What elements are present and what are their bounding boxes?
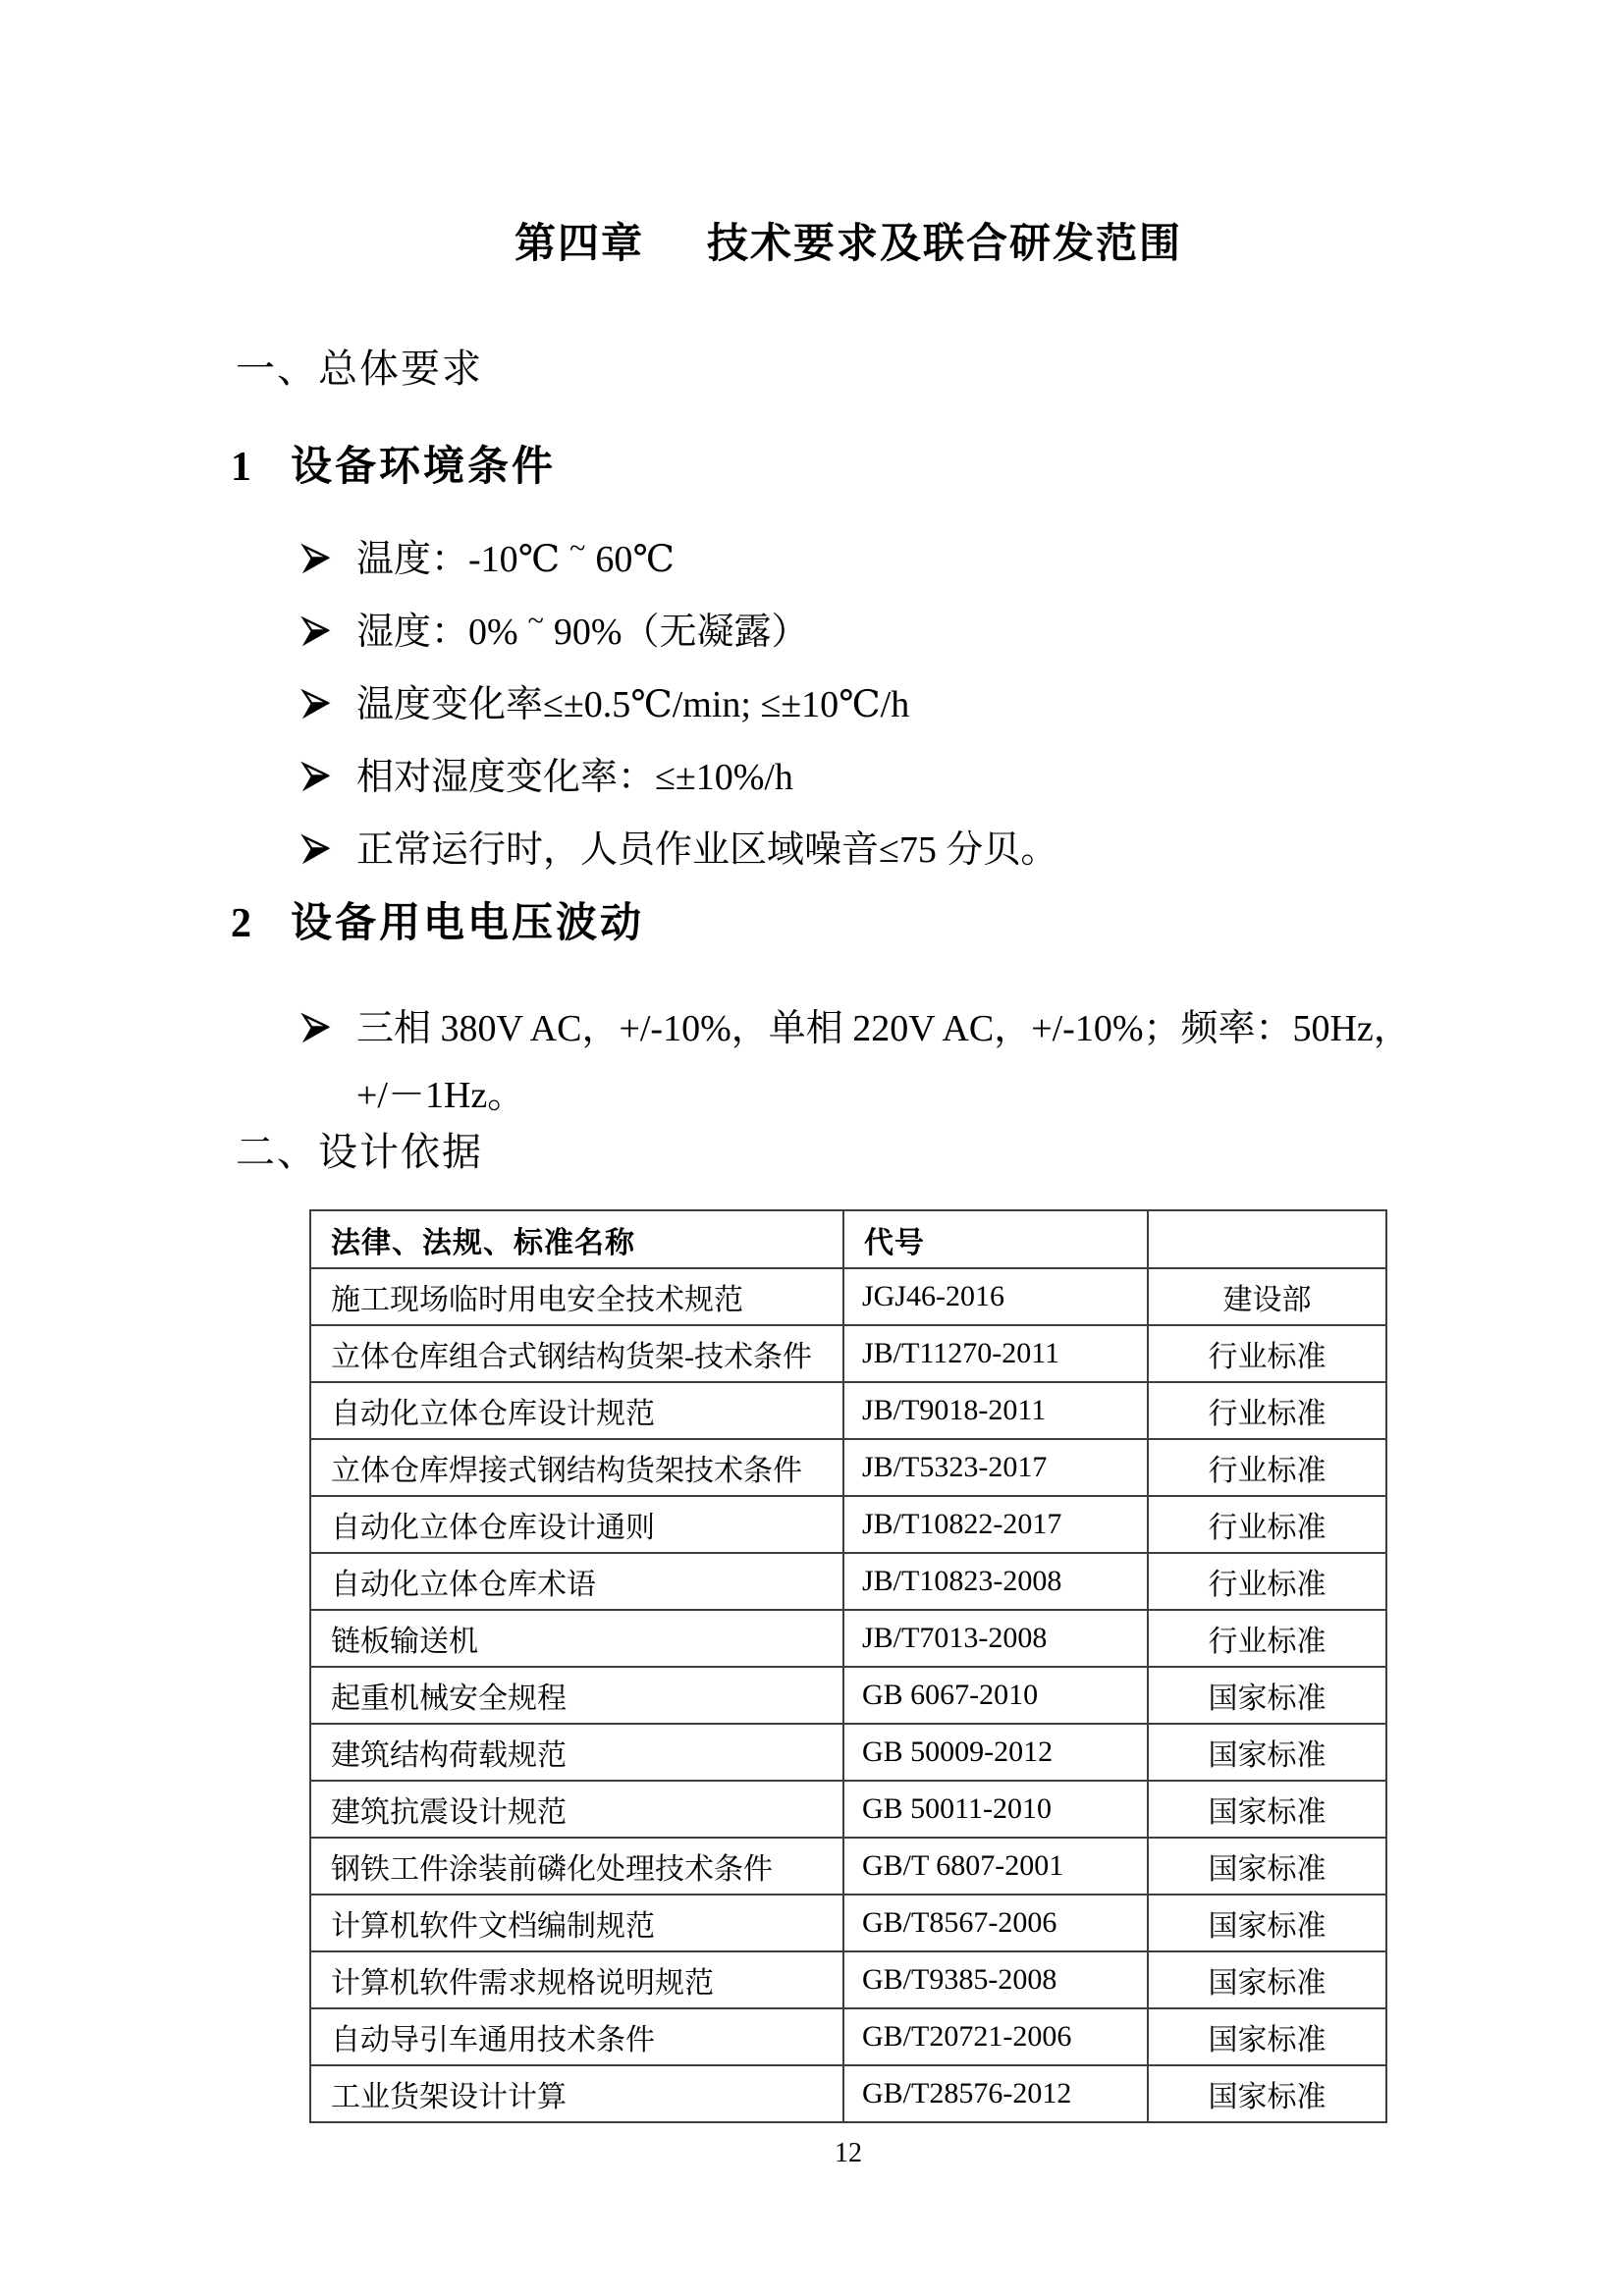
- table-row: [310, 1610, 1386, 1667]
- cell-category: 国家标准: [1148, 2065, 1386, 2122]
- section-heading-design: 二、设计依据: [236, 1130, 483, 1174]
- subsection-heading-environment: [231, 447, 556, 488]
- env-bullet-list: [299, 532, 1058, 901]
- table-row: [310, 1268, 1386, 1325]
- cell-standard-name: 自动化立体仓库设计通则: [310, 1496, 843, 1553]
- cell-category: 国家标准: [1148, 2008, 1386, 2065]
- subsection-heading-power: [231, 903, 644, 944]
- table-row: [310, 1951, 1386, 2008]
- bullet-text-segment: 90%（无凝露）: [553, 612, 809, 653]
- table-row: [310, 1895, 1386, 1951]
- table-row: [310, 1496, 1386, 1553]
- header-standard-name: 法律、法规、标准名称: [310, 1210, 843, 1268]
- tilde-range-mark: ~: [569, 532, 586, 564]
- table-row: [310, 2008, 1386, 2065]
- power-bullet-line: +/－1Hz。: [356, 1075, 525, 1116]
- table-row: [310, 1667, 1386, 1724]
- cell-category: 行业标准: [1148, 1439, 1386, 1496]
- power-bullet-line: 三相 380V AC，+/-10%，单相 220V AC，+/-10%；频率：50Hz，: [356, 1008, 1411, 1049]
- bullet-arrow-icon: [299, 1012, 333, 1043]
- bullet-item: [299, 605, 1057, 683]
- cell-code: JB/T7013-2008: [843, 1610, 1148, 1667]
- cell-standard-name: 钢铁工件涂装前磷化处理技术条件: [310, 1838, 843, 1895]
- bullet-text: [356, 605, 809, 657]
- cell-category: 行业标准: [1148, 1610, 1386, 1667]
- cell-category: 行业标准: [1148, 1325, 1386, 1382]
- tilde-range-mark: ~: [527, 605, 544, 637]
- chapter-name: 技术要求及联合研发范围: [707, 222, 1183, 267]
- cell-code: GB/T8567-2006: [843, 1895, 1148, 1951]
- cell-code: JB/T5323-2017: [843, 1439, 1148, 1496]
- bullet-arrow-icon: [299, 761, 333, 792]
- cell-code: JB/T10822-2017: [843, 1496, 1148, 1553]
- table-row: [310, 1724, 1386, 1781]
- cell-standard-name: 建筑抗震设计规范: [310, 1781, 843, 1838]
- bullet-arrow-icon: [299, 615, 333, 647]
- header-blank: [1148, 1210, 1386, 1268]
- bullet-item: [299, 828, 1057, 901]
- bullet-text: [356, 532, 675, 584]
- bullet-item: [299, 532, 1057, 611]
- bullet-text: [356, 756, 793, 799]
- chapter-title: [73, 224, 1624, 265]
- cell-code: GB/T28576-2012: [843, 2065, 1148, 2122]
- cell-standard-name: 计算机软件文档编制规范: [310, 1895, 843, 1951]
- cell-standard-name: 自动化立体仓库术语: [310, 1553, 843, 1610]
- cell-code: JB/T11270-2011: [843, 1325, 1148, 1382]
- cell-code: GB 50009-2012: [843, 1724, 1148, 1781]
- table-row: [310, 1439, 1386, 1496]
- table-row: [310, 1781, 1386, 1838]
- cell-code: JB/T9018-2011: [843, 1382, 1148, 1439]
- bullet-item: [299, 683, 1057, 756]
- cell-standard-name: 立体仓库焊接式钢结构货架技术条件: [310, 1439, 843, 1496]
- cell-category: 国家标准: [1148, 1724, 1386, 1781]
- cell-standard-name: 工业货架设计计算: [310, 2065, 843, 2122]
- bullet-text: [356, 828, 1057, 872]
- cell-category: 行业标准: [1148, 1496, 1386, 1553]
- cell-standard-name: 施工现场临时用电安全技术规范: [310, 1268, 843, 1325]
- bullet-text-segment: 相对湿度变化率：≤±10%/h: [356, 757, 793, 798]
- standards-table: [309, 1209, 1387, 2123]
- cell-standard-name: 起重机械安全规程: [310, 1667, 843, 1724]
- bullet-arrow-icon: [299, 688, 333, 720]
- page-number: 12: [835, 2138, 862, 2168]
- cell-code: GB/T9385-2008: [843, 1951, 1148, 2008]
- cell-standard-name: 自动化立体仓库设计规范: [310, 1382, 843, 1439]
- standards-table-body: [310, 1268, 1386, 2122]
- table-row: [310, 1382, 1386, 1439]
- bullet-item: [299, 756, 1057, 828]
- bullet-text: [356, 683, 909, 726]
- table-row: [310, 2065, 1386, 2122]
- cell-standard-name: 立体仓库组合式钢结构货架-技术条件: [310, 1325, 843, 1382]
- cell-category: 建设部: [1148, 1268, 1386, 1325]
- table-row: [310, 1325, 1386, 1382]
- power-bullet: [299, 995, 1411, 1129]
- cell-category: 行业标准: [1148, 1553, 1386, 1610]
- section-heading-overall: 一、总体要求: [236, 347, 483, 391]
- chapter-number: 第四章: [514, 222, 644, 267]
- bullet-arrow-icon: [299, 543, 333, 574]
- bullet-text-segment: 温度变化率≤±0.5℃/min; ≤±10℃/h: [356, 684, 910, 725]
- table-header-row: [310, 1210, 1386, 1268]
- cell-code: JB/T10823-2008: [843, 1553, 1148, 1610]
- cell-category: 国家标准: [1148, 1838, 1386, 1895]
- bullet-text-segment: 正常运行时，人员作业区域噪音≤75 分贝。: [356, 829, 1058, 871]
- table-row: [310, 1553, 1386, 1610]
- subsection-number: 2: [231, 901, 251, 946]
- subsection-title: 设备环境条件: [291, 445, 557, 490]
- cell-code: JGJ46-2016: [843, 1268, 1148, 1325]
- bullet-arrow-icon: [299, 833, 333, 865]
- subsection-number: 1: [231, 445, 251, 490]
- bullet-text-segment: 温度：-10℃: [356, 539, 561, 580]
- cell-category: 国家标准: [1148, 1951, 1386, 2008]
- cell-category: 行业标准: [1148, 1382, 1386, 1439]
- cell-code: GB 50011-2010: [843, 1781, 1148, 1838]
- header-code: 代号: [843, 1210, 1148, 1268]
- power-bullet-text: [356, 995, 1411, 1129]
- cell-code: GB 6067-2010: [843, 1667, 1148, 1724]
- cell-code: GB/T20721-2006: [843, 2008, 1148, 2065]
- cell-standard-name: 建筑结构荷载规范: [310, 1724, 843, 1781]
- cell-standard-name: 计算机软件需求规格说明规范: [310, 1951, 843, 2008]
- cell-standard-name: 自动导引车通用技术条件: [310, 2008, 843, 2065]
- cell-standard-name: 链板输送机: [310, 1610, 843, 1667]
- table-row: [310, 1838, 1386, 1895]
- cell-category: 国家标准: [1148, 1667, 1386, 1724]
- subsection-title: 设备用电电压波动: [291, 901, 645, 946]
- bullet-text-segment: 湿度：0%: [356, 612, 518, 653]
- cell-code: GB/T 6807-2001: [843, 1838, 1148, 1895]
- cell-category: 国家标准: [1148, 1781, 1386, 1838]
- cell-category: 国家标准: [1148, 1895, 1386, 1951]
- bullet-text-segment: 60℃: [595, 539, 675, 580]
